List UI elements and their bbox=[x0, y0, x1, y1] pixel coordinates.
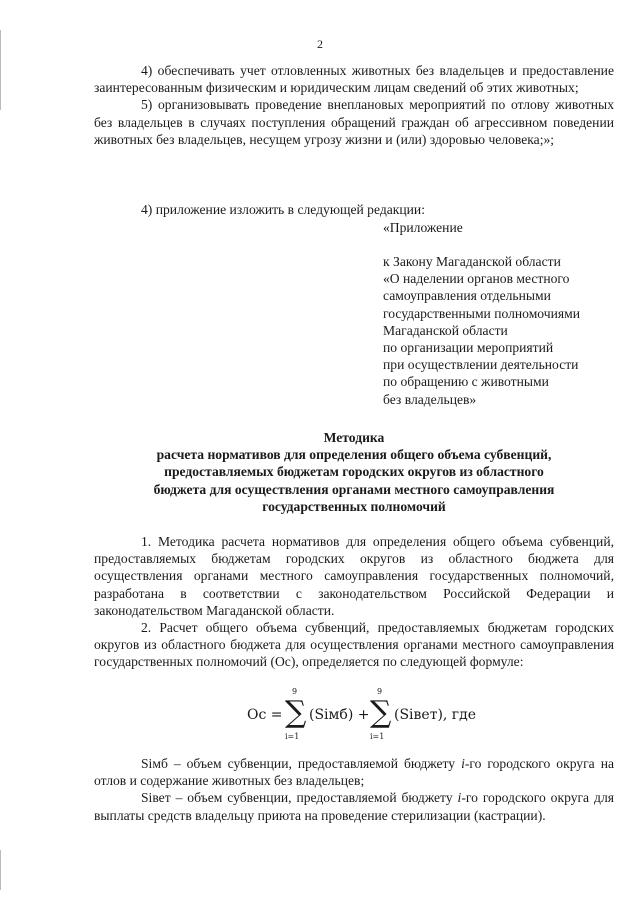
title-line: расчета нормативов для определения общего объема субвенций, bbox=[156, 447, 552, 463]
title-line: бюджета для осуществления органами местного самоуправления bbox=[153, 481, 555, 497]
items-top-block bbox=[94, 62, 614, 148]
paragraph-2: 2. Расчет общего объема субвенций, предоставляемых бюджетам городских округов из областного бюджета для осуществления органами местного самоуправления государственных полномочий (Ос), определяется по следующей формуле: bbox=[94, 620, 614, 670]
formula-lower-2: i=1 bbox=[370, 732, 385, 741]
item4-intro-block bbox=[94, 201, 614, 218]
appendix-line: «О наделении органов местного bbox=[383, 271, 570, 287]
formula bbox=[247, 688, 507, 744]
appendix-label: «Приложение bbox=[383, 220, 463, 235]
title-line: предоставляемых бюджетам городских округов из областного bbox=[164, 464, 544, 480]
appendix-line: при осуществлении деятельности bbox=[383, 357, 579, 373]
formula-upper-1: 9 bbox=[292, 687, 298, 696]
item-4-paragraph: 4) обеспечивать учет отловленных животных без владельцев и предоставление заинтересованным физическим и юридическим лицам сведений об этих животных; bbox=[94, 63, 614, 96]
formula-upper-2: 9 bbox=[377, 687, 383, 696]
appendix-line: к Закону Магаданской области bbox=[383, 254, 561, 269]
appendix-line: по организации мероприятий bbox=[383, 340, 554, 356]
appendix-line: без владельцев» bbox=[383, 391, 477, 407]
appendix-line: Магаданской области bbox=[383, 322, 508, 338]
item-5-paragraph: 5) организовывать проведение внеплановых мероприятий по отлову животных без владельцев в случаях поступления обращений граждан об агрессивном поведении животных без владельцев, несущем угрозу жизни и (или) здоровью человека;»; bbox=[94, 97, 614, 147]
methodology-title bbox=[94, 429, 614, 515]
paragraph-1: 1. Методика расчета нормативов для определения общего объема субвенций, предоставляемых бюджетам городских округов из областного бюджета для осуществления органами местного самоуправления государственных полномочий, разработана в соответствии с законодательством Российской Федерации и законодательством Магаданской области. bbox=[94, 534, 614, 618]
sigma-1: ∑ bbox=[285, 695, 307, 730]
appendix-label-block bbox=[383, 219, 623, 236]
formula-term-1: (Sімб) + bbox=[309, 707, 370, 723]
title-main: Методика bbox=[323, 430, 385, 445]
appendix-line: по обращению с животными bbox=[383, 374, 549, 390]
title-line: государственных полномочий bbox=[262, 498, 446, 514]
appendix-line: самоуправления отдельными bbox=[383, 288, 551, 304]
scan-edge-mark bbox=[0, 850, 1, 890]
para-block bbox=[94, 533, 614, 671]
definitions-block bbox=[94, 755, 614, 824]
formula-lower-1: i=1 bbox=[285, 732, 300, 741]
page-number: 2 bbox=[317, 37, 323, 51]
sigma-2: ∑ bbox=[370, 695, 392, 730]
definition-1: Sімб – объем субвенции, предоставляемой бюджету і-го городского округа на отлов и содержание животных без владельцев; bbox=[94, 756, 614, 789]
appendix-header bbox=[383, 253, 623, 408]
def-1-symbol: Sімб bbox=[141, 756, 168, 771]
item-4-intro: 4) приложение изложить в следующей редакции: bbox=[141, 202, 425, 217]
scan-edge-mark bbox=[0, 30, 1, 110]
formula-lhs: Ос = bbox=[247, 707, 283, 723]
appendix-line: государственными полномочиями bbox=[383, 305, 580, 321]
definition-2: Sівет – объем субвенции, предоставляемой бюджету і-го городского округа для выплаты средств владельцу приюта на проведение стерилизации (кастрации). bbox=[94, 790, 614, 823]
def-2-symbol: Sівет bbox=[141, 790, 171, 806]
formula-term-2: (Sівет), где bbox=[394, 707, 477, 723]
